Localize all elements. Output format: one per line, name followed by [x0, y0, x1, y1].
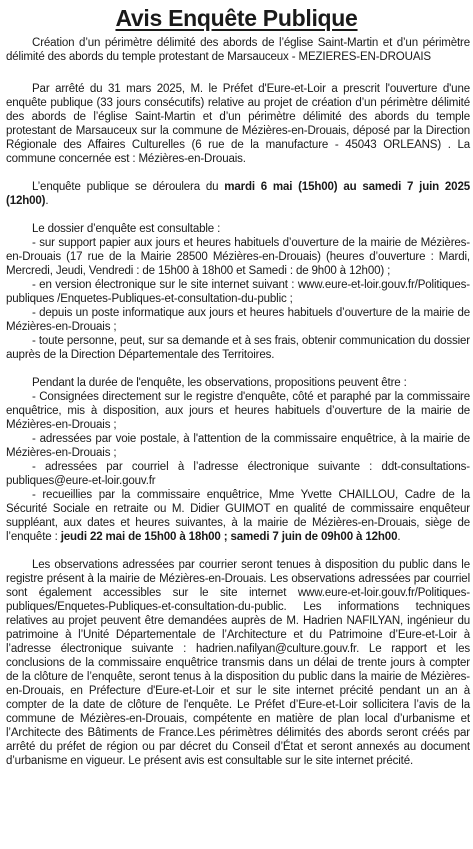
- conclusion-paragraph: Les observations adressées par courrier seront tenues à disposition du public dans le registre présent à la mairie de Mézières-en-Drouais. Les observations adressées par courriel sont également accessibles sur le site internet www.eure-et-loir.gouv.fr/Politiques-publiques/Enquetes-Publiques-et-consultation-du-public. Les informations techniques relatives au projet peuvent être demandées auprès de M. Hadrien NAFILYAN, ingénieur du patrimoine à l’Unité Départementale de l’Architecture et du Patrimoine d’Eure-et-Loir à l’adresse électronique suivante : hadrien.nafilyan@culture.gouv.fr. Le rapport et les conclusions de la commissaire enquêtrice transmis dans un délai de trente jours à compter de la clôture de l’enquête, seront tenus à la disposition du public dans la mairie de Mézières-en-Drouais, en Préfecture d'Eure-et-Loir et sur le site internet précité pendant un an à compter de la date de clôture de l'enquête. Le Préfet d’Eure-et-Loir sollicitera l’avis de la commune de Mézières-en-Drouais, compétente en matière de plan local d’urbanisme et l’Architecte des Bâtiments de France.Les périmètres délimités des abords seront créés par arrêté du préfet de région ou par décret du Conseil d’État et seront annexés au document d’urbanisme en vigueur. Le présent avis est consultable sur le site internet précité.: [6, 559, 470, 767]
- observations-last-item: [6, 488, 470, 544]
- observations-item: - Consignées directement sur le registre d'enquête, côté et paraphé par la commissaire enquêtrice, mis à disposition, aux jours et heures habituels d’ouverture de la mairie de Mézières-en-Drouais ;: [6, 391, 470, 431]
- deroulement-paragraph: [6, 180, 470, 208]
- dossier-item: - sur support papier aux jours et heures habituels d’ouverture de la mairie de Mézières-en-Drouais (17 rue de la Mairie 28500 Mézières-en-Drouais) (heures d’ouverture : Mardi, Mercredi, Jeudi, Vendredi : de 15h00 à 18h00 et Samedi : de 9h00 à 12h00) ;: [6, 237, 470, 277]
- intro-paragraph: Création d’un périmètre délimité des abords de l’église Saint-Martin et d’un périmètre délimité des abords du temple protestant de Marsauceux - MEZIERES-EN-DROUAIS: [6, 37, 470, 63]
- page-title: Avis Enquête Publique: [115, 5, 358, 31]
- dossier-item: - toute personne, peut, sur sa demande et à ses frais, obtenir communication du dossier auprès de la Direction Départementale des Territoires.: [6, 335, 470, 361]
- deroulement-suffix: .: [45, 195, 49, 207]
- permanence-text: - recueillies par la commissaire enquêtrice, Mme Yvette CHAILLOU, Cadre de la Sécurité Sociale en retraite ou M. Didier GUIMOT en qualité de commissaire enquêteur suppléant, aux dates et heures suivantes, à la mairie de Mézières-en-Drouais, siège de l’enquête :: [6, 489, 470, 543]
- notice-body: [0, 36, 473, 768]
- permanence-suffix: .: [397, 531, 401, 543]
- arrete-paragraph: Par arrêté du 31 mars 2025, M. le Préfet d'Eure-et-Loir a prescrit l'ouverture d'une enquête publique (33 jours consécutifs) relative au projet de création d’un périmètre délimité des abords de l’église Saint-Martin et d’un périmètre délimité des abords du temple protestant de Marsauceux sur la commune de Mézières-en-Drouais, déposé par la Direction Régionale des Affaires Culturelles (6 rue de la manufacture - 45043 ORLEANS) . La commune concernée est : Mézières-en-Drouais.: [6, 83, 470, 165]
- deroulement-dates: mardi 6 mai (15h00) au samedi 7 juin 2025 (12h00): [6, 181, 470, 207]
- dossier-item: - en version électronique sur le site internet suivant : www.eure-et-loir.gouv.fr/Politiques-publiques /Enquetes-Publiques-et-consultation-du-public ;: [6, 279, 470, 305]
- dossier-heading: Le dossier d’enquête est consultable :: [32, 223, 221, 235]
- observations-item: - adressées par voie postale, à l'attention de la commissaire enquêtrice, à la mairie de Mézières-en-Drouais ;: [6, 433, 470, 459]
- deroulement-prefix: L’enquête publique se déroulera du: [32, 181, 225, 193]
- permanence-dates: jeudi 22 mai de 15h00 à 18h00 ; samedi 7 juin de 09h00 à 12h00: [60, 531, 398, 543]
- observations-item: - adressées par courriel à l’adresse électronique suivante : ddt-consultations-publiques@eure-et-loir.gouv.fr: [6, 461, 470, 487]
- observations-heading: Pendant la durée de l'enquête, les observations, propositions peuvent être :: [32, 377, 407, 389]
- dossier-item: - depuis un poste informatique aux jours et heures habituels d’ouverture de la mairie de Mézières-en-Drouais ;: [6, 307, 470, 333]
